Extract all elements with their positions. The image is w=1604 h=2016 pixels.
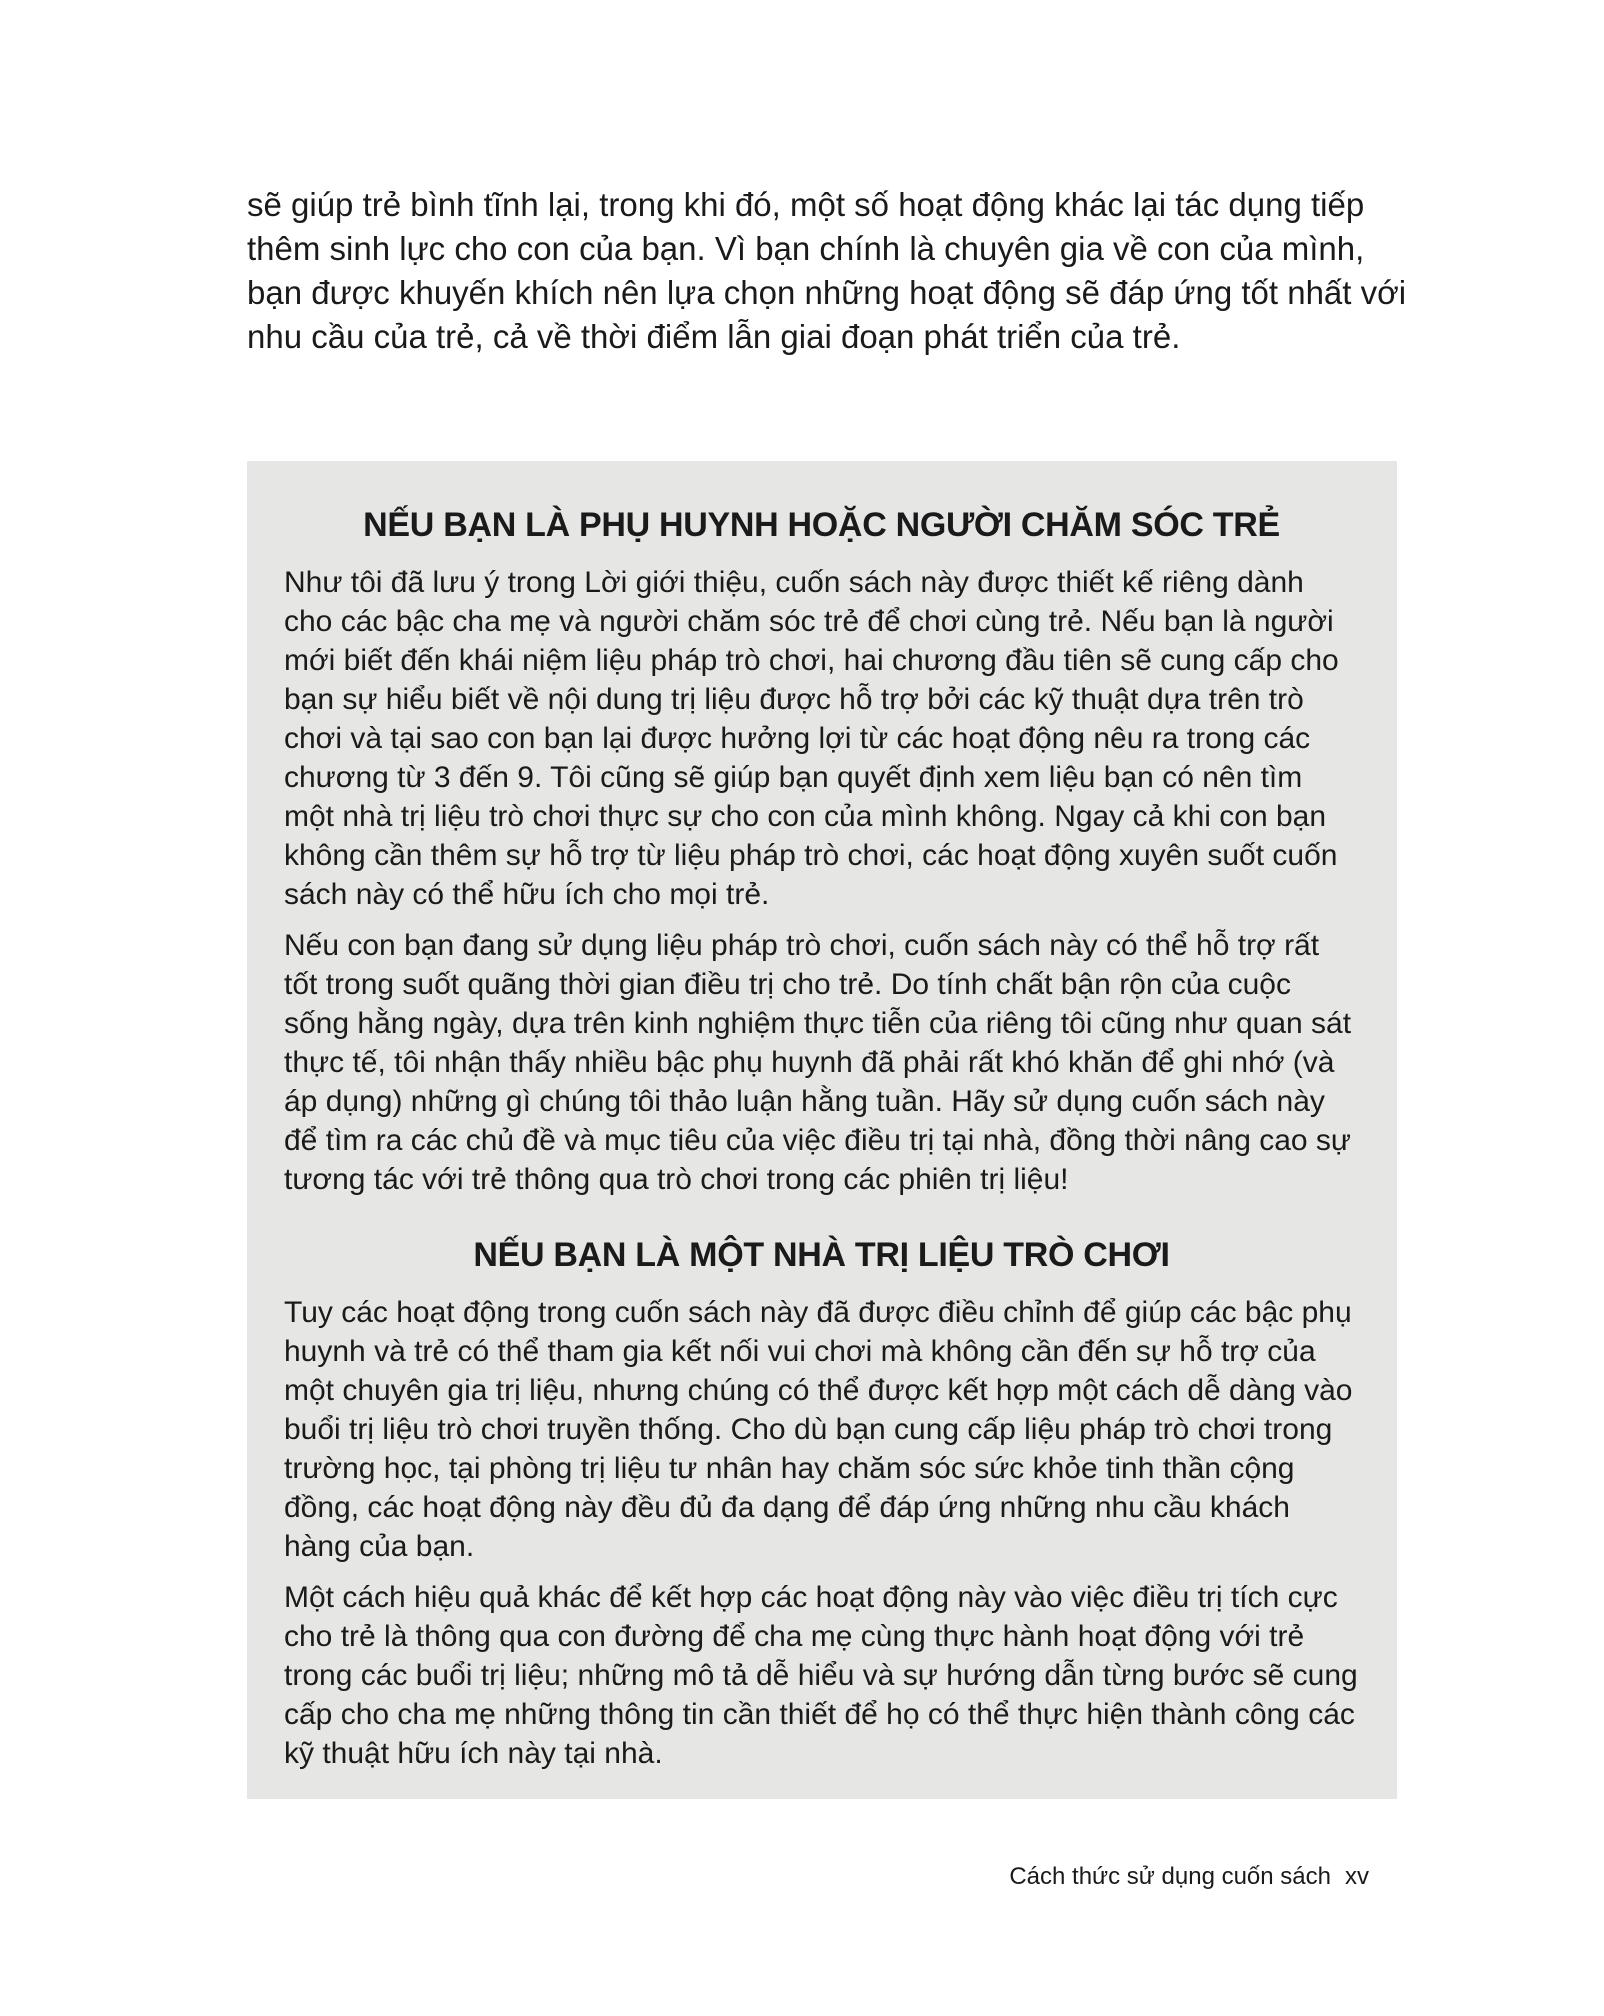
page-number: xv	[1345, 1863, 1369, 1890]
running-title: Cách thức sử dụng cuốn sách	[1009, 1863, 1331, 1890]
section-heading-parents: NẾU BẠN LÀ PHỤ HUYNH HOẶC NGƯỜI CHĂM SÓC TRẺ	[363, 506, 1280, 544]
info-box	[247, 461, 1397, 1799]
section-heading-therapists: NẾU BẠN LÀ MỘT NHÀ TRỊ LIỆU TRÒ CHƠI	[473, 1236, 1170, 1274]
parents-paragraph-2: Nếu con bạn đang sử dụng liệu pháp trò chơi, cuốn sách này có thể hỗ trợ rất tốt trong suốt quãng thời gian điều trị cho trẻ. Do tính chất bận rộn của cuộc sống hằng ngày, dựa trên kinh nghiệm thực tiễn của riêng tôi cũng như quan sát thực tế, tôi nhận thấy nhiều bậc phụ huynh đã phải rất khó khăn để ghi nhớ (và áp dụng) những gì chúng tôi thảo luận hằng tuần. Hãy sử dụng cuốn sách này để tìm ra các chủ đề và mục tiêu của việc điều trị tại nhà, đồng thời nâng cao sự tương tác với trẻ thông qua trò chơi trong các phiên trị liệu!	[284, 929, 1352, 1196]
therapists-paragraph-1: Tuy các hoạt động trong cuốn sách này đã được điều chỉnh để giúp các bậc phụ huynh và trẻ có thể tham gia kết nối vui chơi mà không cần đến sự hỗ trợ của một chuyên gia trị liệu, nhưng chúng có thể được kết hợp một cách dễ dàng vào buổi trị liệu trò chơi truyền thống. Cho dù bạn cung cấp liệu pháp trò chơi trong trường học, tại phòng trị liệu tư nhân hay chăm sóc sức khỏe tinh thần cộng đồng, các hoạt động này đều đủ đa dạng để đáp ứng những nhu cầu khách hàng của bạn.	[284, 1296, 1353, 1563]
therapists-paragraph-2: Một cách hiệu quả khác để kết hợp các hoạt động này vào việc điều trị tích cực cho trẻ là thông qua con đường để cha mẹ cùng thực hành hoạt động với trẻ trong các buổi trị liệu; những mô tả dễ hiểu và sự hướng dẫn từng bước sẽ cung cấp cho cha mẹ những thông tin cần thiết để họ có thể thực hiện thành công các kỹ thuật hữu ích này tại nhà.	[284, 1581, 1358, 1770]
page-footer	[1009, 1862, 1369, 1892]
parents-paragraph-1: Như tôi đã lưu ý trong Lời giới thiệu, cuốn sách này được thiết kế riêng dành cho các bậc cha mẹ và người chăm sóc trẻ để chơi cùng trẻ. Nếu bạn là người mới biết đến khái niệm liệu pháp trò chơi, hai chương đầu tiên sẽ cung cấp cho bạn sự hiểu biết về nội dung trị liệu được hỗ trợ bởi các kỹ thuật dựa trên trò chơi và tại sao con bạn lại được hưởng lợi từ các hoạt động nêu ra trong các chương từ 3 đến 9. Tôi cũng sẽ giúp bạn quyết định xem liệu bạn có nên tìm một nhà trị liệu trò chơi thực sự cho con của mình không. Ngay cả khi con bạn không cần thêm sự hỗ trợ từ liệu pháp trò chơi, các hoạt động xuyên suốt cuốn sách này có thể hữu ích cho mọi trẻ.	[284, 566, 1339, 911]
intro-paragraph: sẽ giúp trẻ bình tĩnh lại, trong khi đó, một số hoạt động khác lại tác dụng tiếp thêm sinh lực cho con của bạn. Vì bạn chính là chuyên gia về con của mình, bạn được khuyến khích nên lựa chọn những hoạt động sẽ đáp ứng tốt nhất với nhu cầu của trẻ, cả về thời điểm lẫn giai đoạn phát triển của trẻ.	[247, 186, 1407, 355]
